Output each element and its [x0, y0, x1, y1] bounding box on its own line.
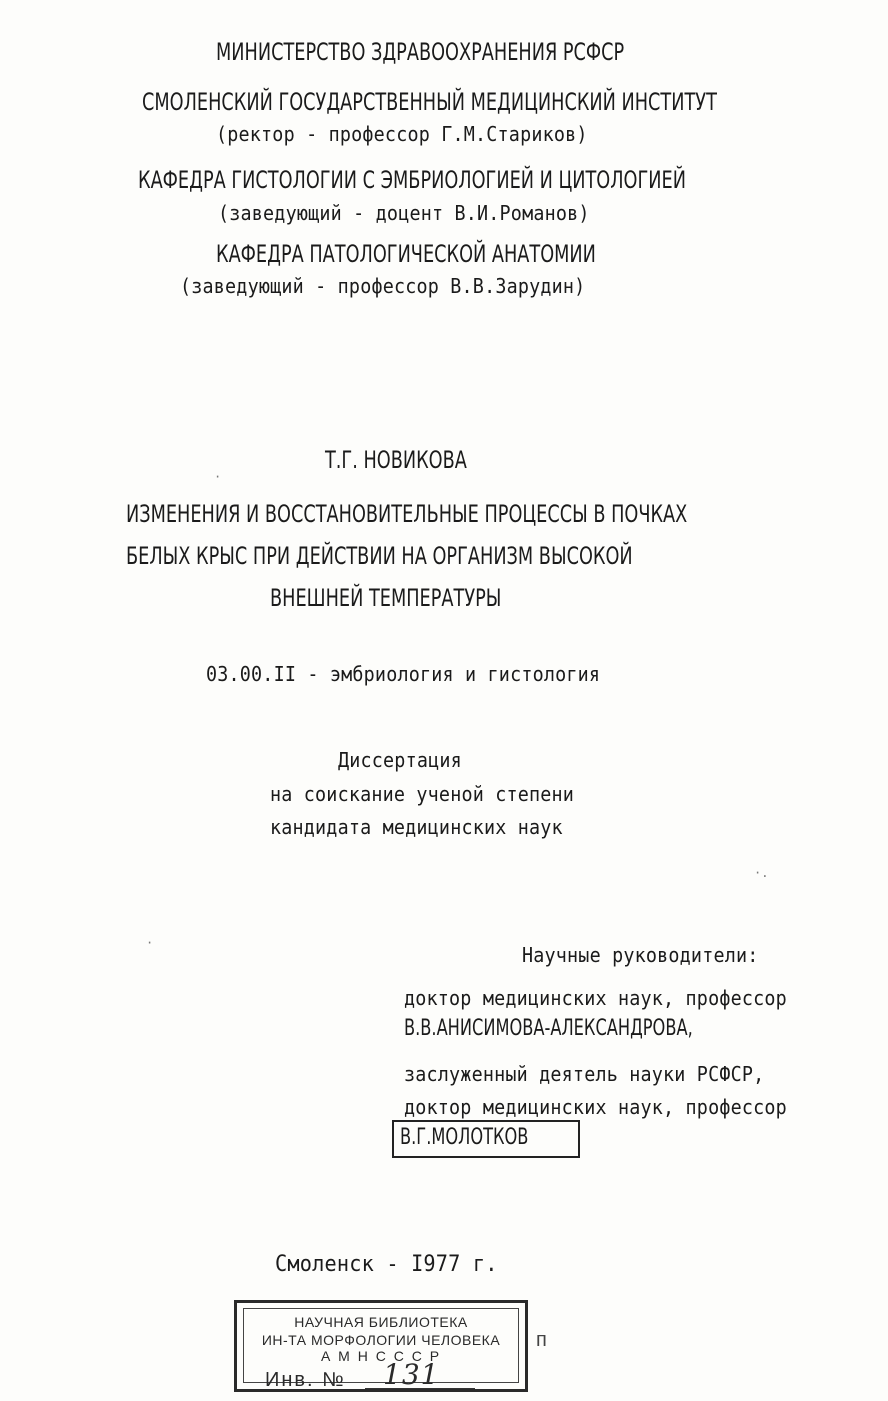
margin-mark: п [536, 1329, 548, 1351]
stamp-academy-name: А М Н С С С Р [320, 1348, 442, 1364]
stamp-library-name: НАУЧНАЯ БИБЛИОТЕКА [294, 1314, 468, 1330]
specialty-code: 03.00.II - эмбриология и гистология [206, 662, 601, 686]
library-stamp [234, 1300, 528, 1392]
ministry-name: МИНИСТЕРСТВО ЗДРАВООХРАНЕНИЯ РСФСР [216, 38, 625, 66]
dissertation-label: Диссертация [338, 748, 462, 772]
title-line-3: ВНЕШНЕЙ ТЕМПЕРАТУРЫ [270, 584, 502, 612]
place-year: Смоленск - I977 г. [275, 1252, 498, 1277]
dissertation-field-line: кандидата медицинских наук [270, 815, 563, 839]
rector-line: (ректор - профессор Г.М.Стариков) [216, 122, 588, 146]
department-pathology: КАФЕДРА ПАТОЛОГИЧЕСКОЙ АНАТОМИИ [216, 240, 596, 268]
department-pathology-head: (заведующий - профессор В.В.Зарудин) [180, 274, 586, 298]
supervisors-heading: Научные руководители: [522, 943, 759, 967]
department-histology-head: (заведующий - доцент В.И.Романов) [218, 201, 590, 225]
dissertation-degree-line: на соискание ученой степени [270, 782, 575, 806]
scan-speck: ·. [754, 866, 769, 880]
department-histology: КАФЕДРА ГИСТОЛОГИИ С ЭМБРИОЛОГИЕЙ И ЦИТОЛОГИЕЙ [138, 166, 686, 194]
scan-speck: · [214, 470, 222, 484]
scan-speck: · [146, 936, 154, 950]
title-line-2: БЕЛЫХ КРЫС ПРИ ДЕЙСТВИИ НА ОРГАНИЗМ ВЫСОКОЙ [126, 542, 633, 570]
supervisor-2-degree: доктор медицинских наук, профессор [404, 1095, 787, 1119]
supervisor-1-name: В.В.АНИСИМОВА-АЛЕКСАНДРОВА, [404, 1016, 693, 1041]
author-name: Т.Г. НОВИКОВА [325, 446, 467, 474]
stamp-number-underline [365, 1388, 475, 1389]
stamp-inventory-number: 131 [383, 1358, 440, 1391]
supervisor-2-name: В.Г.МОЛОТКОВ [400, 1125, 529, 1150]
supervisor-1-degree: доктор медицинских наук, профессор [404, 986, 787, 1010]
stamp-inventory-label: Инв. № [265, 1369, 346, 1391]
supervisor-2-title: заслуженный деятель науки РСФСР, [404, 1062, 765, 1086]
stamp-institute-name: ИН-ТА МОРФОЛОГИИ ЧЕЛОВЕКА [261, 1332, 501, 1348]
institute-name: СМОЛЕНСКИЙ ГОСУДАРСТВЕННЫЙ МЕДИЦИНСКИЙ ИНСТИТУТ [142, 88, 717, 116]
title-line-1: ИЗМЕНЕНИЯ И ВОССТАНОВИТЕЛЬНЫЕ ПРОЦЕССЫ В ПОЧКАХ [126, 500, 688, 528]
